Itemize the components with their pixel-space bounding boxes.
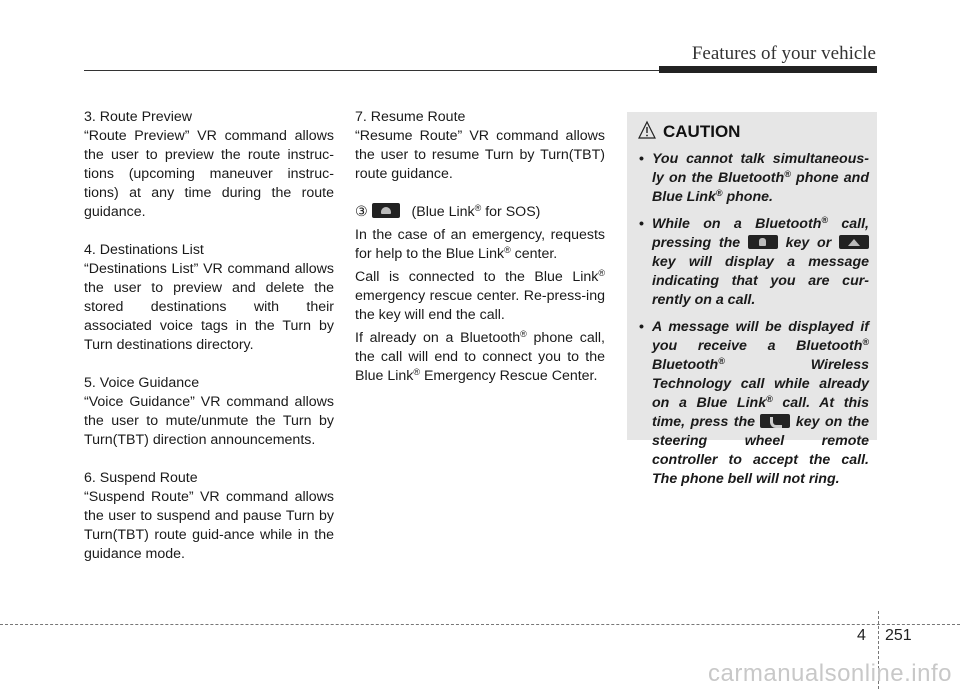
section-body: “Voice Guidance” VR command allows the user to mute/unmute the Turn by Turn(TBT) direction announcements.	[84, 394, 334, 448]
footer-rule	[0, 624, 960, 625]
user-key-icon	[748, 235, 778, 249]
caution-list	[639, 150, 869, 497]
navigation-key-icon	[839, 235, 869, 249]
section-title: 3. Route Preview	[84, 109, 193, 125]
caution-item: • While on a Bluetooth® call, pressing the key or key will display a message indicating that you are cur-rently on a call.	[639, 215, 869, 310]
bluelink-item: ③ (Blue Link® for SOS)	[355, 203, 541, 220]
bluelink-button-icon	[372, 203, 400, 218]
left-column	[84, 108, 334, 564]
page-number: 251	[885, 627, 912, 644]
chapter-number: 4	[857, 627, 866, 644]
section-body: “Route Preview” VR command allows the user to preview the route instruc-tions (upcoming maneuver instruc-tions) at any time during the route guidance.	[84, 128, 334, 220]
caution-title: CAUTION	[663, 122, 741, 141]
caution-item: • A message will be displayed if you receive a Bluetooth® Bluetooth® Wireless Technology call while already on a Blue Link® call. At this time, press the key on the steering wheel remote controller to accept the call. The phone bell will not ring.	[639, 318, 869, 489]
header-bar	[659, 66, 877, 73]
phone-key-icon	[760, 414, 790, 428]
caution-item: • You cannot talk simultaneous-ly on the Bluetooth® phone and Blue Link® phone.	[639, 150, 869, 207]
header-rule	[84, 70, 659, 71]
section-title: 6. Suspend Route	[84, 470, 198, 486]
section-body: “Destinations List” VR command allows the user to preview and delete the stored destinations with their associated voice tags in the Turn by Turn destinations directory.	[84, 261, 334, 353]
paragraph: In the case of an emergency, requests for help to the Blue Link® center.	[355, 227, 605, 262]
section-title: 5. Voice Guidance	[84, 375, 200, 391]
section-body: “Resume Route” VR command allows the user to resume Turn by Turn(TBT) route guidance.	[355, 128, 605, 182]
paragraph: If already on a Bluetooth® phone call, the call will end to connect you to the Blue Link® Emergency Rescue Center.	[355, 329, 605, 384]
paragraph: Call is connected to the Blue Link® emergency rescue center. Re-press-ing the key will end the call.	[355, 268, 605, 323]
running-header: Features of your vehicle	[691, 43, 876, 64]
section-body: “Suspend Route” VR command allows the user to suspend and pause Turn by Turn(TBT) route guid-ance while in the guidance mode.	[84, 489, 334, 562]
middle-column	[355, 108, 605, 386]
warning-triangle-icon	[627, 112, 667, 152]
section-title: 7. Resume Route	[355, 109, 466, 125]
section-title: 4. Destinations List	[84, 242, 204, 258]
watermark: carmanualsonline.info	[708, 660, 952, 687]
item-number: ③	[355, 204, 368, 220]
caution-box	[627, 112, 877, 487]
